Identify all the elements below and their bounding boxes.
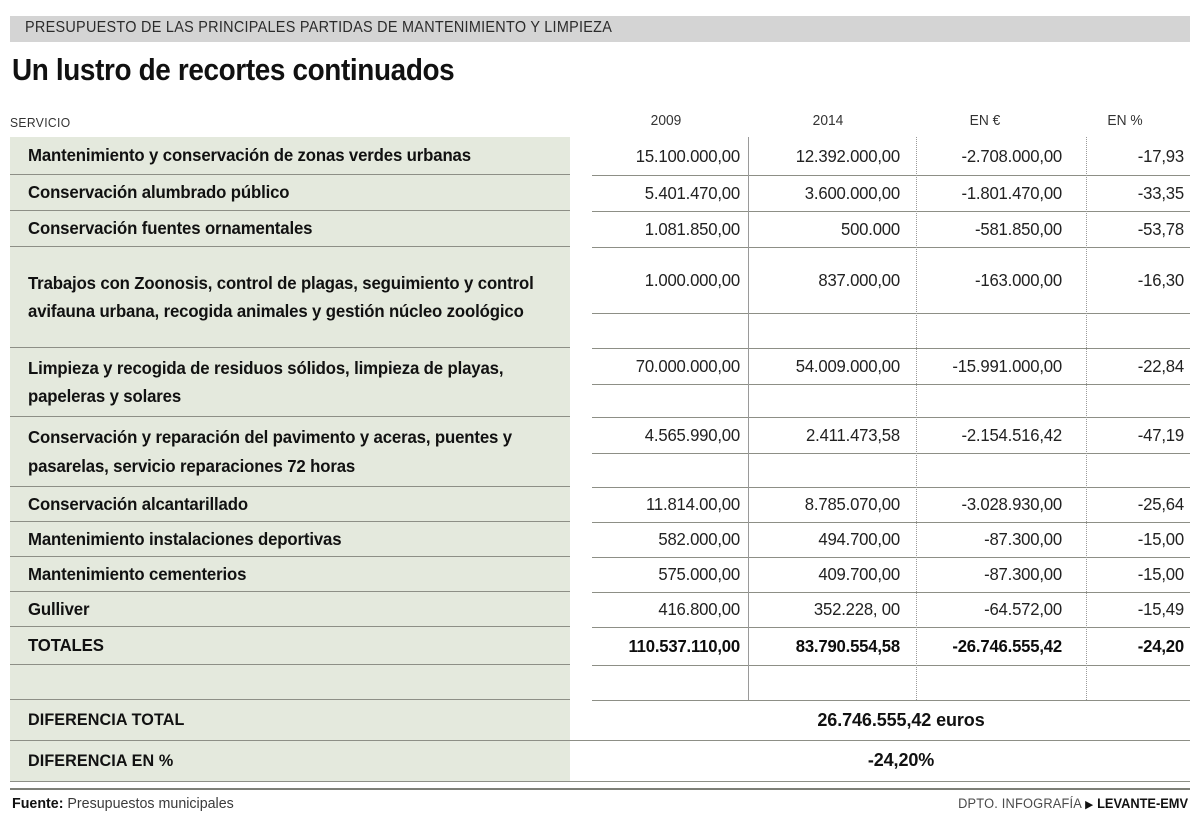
column-header-servicio: SERVICIO: [10, 115, 71, 130]
page-title: Un lustro de recortes continuados: [12, 52, 455, 87]
service-name: Conservación fuentes ornamentales: [28, 218, 313, 239]
table-row-service-label: [10, 522, 570, 557]
source-text: Presupuestos municipales: [67, 795, 234, 812]
table-row-values: [592, 175, 1190, 212]
value-percent: -16,30: [1137, 269, 1184, 290]
kicker-text: PRESUPUESTO DE LAS PRINCIPALES PARTIDAS DE MANTENIMIENTO Y LIMPIEZA: [25, 19, 613, 36]
summary-value: 26.746.555,42 euros: [817, 709, 985, 730]
source-label: Fuente:: [12, 795, 64, 812]
table-row-values: [592, 592, 1190, 628]
value-2009: 5.401.470,00: [644, 182, 740, 203]
table-row-service-label: [10, 211, 570, 247]
value-2009: 15.100.000,00: [635, 145, 740, 166]
value-percent: -24,20: [1137, 635, 1184, 656]
table-row-values: [592, 348, 1190, 385]
table-row-spacer: [10, 665, 570, 700]
table-row-values: [592, 487, 1190, 523]
table-row-values: [592, 522, 1190, 558]
table-row-service-label: [10, 487, 570, 522]
table-row-service-label: [10, 557, 570, 592]
table-row-values-spacer: [592, 453, 1190, 488]
table-row-values: [592, 557, 1190, 593]
table-row-service-label: [10, 137, 570, 175]
summary-label: DIFERENCIA TOTAL: [28, 710, 185, 729]
value-percent: -25,64: [1137, 494, 1184, 514]
service-name: Gulliver: [28, 598, 90, 619]
service-name: Conservación alumbrado público: [28, 182, 290, 203]
table-row-values: [592, 417, 1190, 454]
value-euros: -87.300,00: [984, 564, 1062, 584]
value-2014: 352.228, 00: [813, 599, 900, 619]
value-2009: 110.537.110,00: [628, 635, 740, 656]
table-row-values: [592, 137, 1190, 176]
value-2009: 1.000.000,00: [644, 269, 740, 290]
value-euros: -1.801.470,00: [961, 182, 1062, 203]
table-row-values: [592, 211, 1190, 248]
credit-dept: DPTO. INFOGRAFÍA: [958, 796, 1082, 811]
summary-value: -24,20%: [867, 750, 935, 770]
summary-label: DIFERENCIA EN %: [28, 750, 174, 770]
column-header-2014: 2014: [812, 113, 844, 129]
value-percent: -47,19: [1137, 424, 1184, 445]
credit-brand: LEVANTE-EMV: [1097, 796, 1188, 811]
value-euros: -3.028.930,00: [961, 494, 1062, 514]
service-name: TOTALES: [28, 635, 104, 656]
service-name: Mantenimiento y conservación de zonas verdes urbanas: [28, 145, 471, 166]
table-row-values-spacer: [592, 384, 1190, 418]
table-row-service-label: [10, 247, 570, 348]
footer-rule: [10, 788, 1190, 790]
value-2014: 837.000,00: [818, 269, 900, 290]
value-euros: -64.572,00: [984, 599, 1062, 619]
value-percent: -15,00: [1137, 564, 1184, 584]
service-name: Mantenimiento instalaciones deportivas: [28, 528, 342, 549]
value-euros: -2.708.000,00: [961, 145, 1062, 166]
value-2009: 416.800,00: [658, 599, 740, 619]
value-euros: -15.991.000,00: [952, 355, 1062, 376]
value-2009: 582.000,00: [658, 529, 740, 549]
table-row-service-label: [10, 348, 570, 417]
table-row-service-label: [10, 627, 570, 665]
table-row-values-spacer: [592, 665, 1190, 701]
value-2014: 83.790.554,58: [795, 635, 900, 656]
value-2009: 1.081.850,00: [644, 218, 740, 239]
service-name: Trabajos con Zoonosis, control de plagas, seguimiento y control avifauna urbana, recogida animales y gestión núcleo zoológico: [28, 272, 534, 321]
value-percent: -33,35: [1137, 182, 1184, 203]
value-euros: -87.300,00: [984, 529, 1062, 549]
column-header-euros: EN €: [969, 113, 1001, 129]
table-row-values: [592, 627, 1190, 666]
value-percent: -17,93: [1137, 145, 1184, 166]
table-row-values: [592, 247, 1190, 314]
value-euros: -26.746.555,42: [952, 635, 1062, 656]
value-2014: 54.009.000,00: [795, 355, 900, 376]
value-2009: 70.000.000,00: [635, 355, 740, 376]
table-row-service-label: [10, 175, 570, 211]
value-2014: 12.392.000,00: [795, 145, 900, 166]
value-percent: -15,00: [1137, 529, 1184, 549]
value-2014: 500.000: [840, 218, 900, 239]
service-name: Limpieza y recogida de residuos sólidos, limpieza de playas, papeleras y solares: [28, 357, 504, 406]
service-name: Mantenimiento cementerios: [28, 563, 247, 584]
value-2009: 575.000,00: [658, 564, 740, 584]
value-percent: -53,78: [1137, 218, 1184, 239]
value-2009: 4.565.990,00: [644, 424, 740, 445]
table-row-service-label: [10, 592, 570, 627]
column-separator-3: [1086, 137, 1087, 700]
value-euros: -163.000,00: [974, 269, 1062, 290]
value-2014: 3.600.000,00: [804, 182, 900, 203]
column-separator-1: [748, 137, 749, 700]
table-row-service-label: [10, 417, 570, 487]
value-2009: 11.814.00,00: [646, 494, 740, 514]
value-2014: 494.700,00: [818, 529, 900, 549]
table-row-values-spacer: [592, 313, 1190, 349]
service-name: Conservación alcantarillado: [28, 493, 248, 514]
value-2014: 409.700,00: [818, 564, 900, 584]
value-percent: -15,49: [1137, 599, 1184, 619]
credit-note: [958, 796, 1188, 811]
value-2014: 8.785.070,00: [804, 494, 900, 514]
arrow-right-icon: ▶: [1085, 799, 1094, 811]
summary-row: [10, 700, 1190, 741]
value-euros: -581.850,00: [974, 218, 1062, 239]
service-name: Conservación y reparación del pavimento y aceras, puentes y pasarelas, servicio reparaciones 72 horas: [28, 427, 512, 476]
value-percent: -22,84: [1137, 355, 1184, 376]
source-note: [12, 795, 234, 812]
column-separator-2: [916, 137, 917, 700]
value-euros: -2.154.516,42: [961, 424, 1062, 445]
summary-row: [10, 740, 1190, 782]
column-header-percent: EN %: [1107, 113, 1143, 129]
value-2014: 2.411.473,58: [806, 424, 900, 445]
column-header-2009: 2009: [650, 113, 682, 129]
